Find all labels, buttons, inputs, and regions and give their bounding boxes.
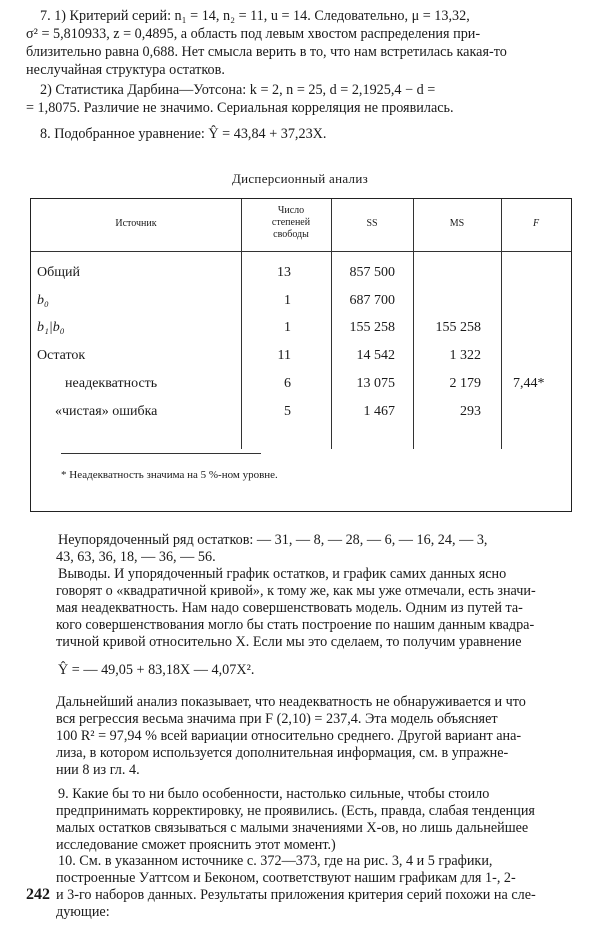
table-footnote: * Неадекватность значима на 5 %-ном уровне. (61, 469, 278, 481)
text-line: построенные Уаттсом и Беконом, соответствуют нашим графикам для 1-, 2- (56, 870, 516, 886)
row-ms: 293 (460, 404, 481, 419)
table-caption: Дисперсионный анализ (231, 171, 369, 186)
text-line: 43, 63, 36, 18, — 36, — 56. (56, 549, 216, 565)
page-number: 242 (26, 886, 50, 903)
text-line: 10. См. в указанном источнике с. 372—373, где на рис. 3, 4 и 5 графики, (58, 853, 493, 869)
text-line: малых остатков связываться с малыми значениями X-ов, но лишь дальнейшее (56, 820, 529, 836)
row-f: 7,44* (513, 376, 545, 391)
header-f: F (532, 218, 540, 229)
header-ss: SS (366, 218, 378, 229)
row-source: «чистая» ошибка (55, 404, 158, 419)
header-rule (31, 251, 571, 252)
fitted-equation: 8. Подобранное уравнение: Ŷ = 43,84 + 37,23X. (40, 126, 327, 142)
row-source: Остаток (37, 348, 86, 363)
text-line: Дальнейший анализ показывает, что неадекватность не обнаруживается и что (56, 694, 526, 710)
text-line: кого совершенствования могло бы стать построение по нашим данным квадра- (56, 617, 535, 633)
row-df: 5 (284, 404, 291, 419)
text-line: σ² = 5,810933, z = 0,4895, а область под левым хвостом распределения при- (26, 26, 481, 42)
row-ms: 2 179 (449, 376, 481, 391)
row-ss: 14 542 (356, 348, 395, 363)
text-line: = 1,8075. Различие не значимо. Сериальная корреляция не проявилась. (26, 100, 454, 116)
header-ms: MS (449, 218, 465, 229)
text-line: нии 8 из гл. 4. (56, 762, 140, 778)
row-ss: 857 500 (349, 265, 395, 280)
row-source: b₁|b₀ (37, 320, 65, 335)
column-divider (241, 199, 242, 449)
text-line: близительно равна 0,688. Нет смысла верить в то, что нам встретилась какая-то (26, 44, 507, 60)
row-ss: 155 258 (349, 320, 395, 335)
row-ms: 1 322 (449, 348, 481, 363)
column-divider (501, 199, 502, 449)
row-ss: 687 700 (349, 293, 395, 308)
row-ss: 13 075 (356, 376, 395, 391)
anova-table (30, 198, 572, 512)
text-line: говорят о «квадратичной кривой», к тому же, как мы уже отмечали, есть значи- (56, 583, 536, 599)
text-line: Неупорядоченный ряд остатков: — 31, — 8, — 28, — 6, — 16, 24, — 3, (58, 532, 488, 548)
text-line: дующие: (56, 904, 110, 920)
row-ms: 155 258 (435, 320, 481, 335)
header-source: Источник (115, 218, 157, 229)
text-line: исследование сможет прояснить этот момент.) (56, 837, 336, 853)
text-line: 9. Какие бы то ни было особенности, настолько сильные, чтобы стоило (58, 786, 490, 802)
row-source: b₀ (37, 293, 49, 308)
row-source: Общий (37, 265, 80, 280)
text-line: тичной кривой относительно X. Если мы это сделаем, то получим уравнение (56, 634, 522, 650)
row-ss: 1 467 (363, 404, 395, 419)
row-df: 11 (277, 348, 291, 363)
text-line: вся регрессия весьма значима при F (2,10) = 237,4. Эта модель объясняет (56, 711, 498, 727)
row-df: 1 (284, 320, 291, 335)
text-line: и 3-го наборов данных. Результаты приложения критерия серий похожи на сле- (56, 887, 536, 903)
text-line: мая неадекватность. Нам надо совершенствовать модель. Одним из путей та- (56, 600, 523, 616)
text-line: 7. 1) Критерий серий: n₁ = 14, n₂ = 11, u = 14. Следовательно, μ = 13,32, (40, 8, 470, 24)
row-df: 1 (284, 293, 291, 308)
text-line: Выводы. И упорядоченный график остатков, и график самих данных ясно (58, 566, 507, 582)
row-df: 13 (277, 265, 291, 280)
text-line: 100 R² = 97,94 % всей вариации относительно среднего. Другой вариант ана- (56, 728, 522, 744)
footnote-rule (61, 453, 261, 454)
row-source: неадекватность (65, 376, 158, 391)
row-df: 6 (284, 376, 291, 391)
text-line: предпринимать корректировку, не проявились. (Есть, правда, слабая тенденция (56, 803, 535, 819)
text-line: лиза, в котором используется дополнительная информация, см. в упражне- (56, 745, 509, 761)
text-line: 2) Статистика Дарбина—Уотсона: k = 2, n = 25, d = 2,1925,4 − d = (40, 82, 436, 98)
header-df: Число степеней свободы (271, 205, 311, 240)
text-line: неслучайная структура остатков. (26, 62, 225, 78)
quadratic-equation: Ŷ = — 49,05 + 83,18X — 4,07X². (58, 662, 255, 678)
